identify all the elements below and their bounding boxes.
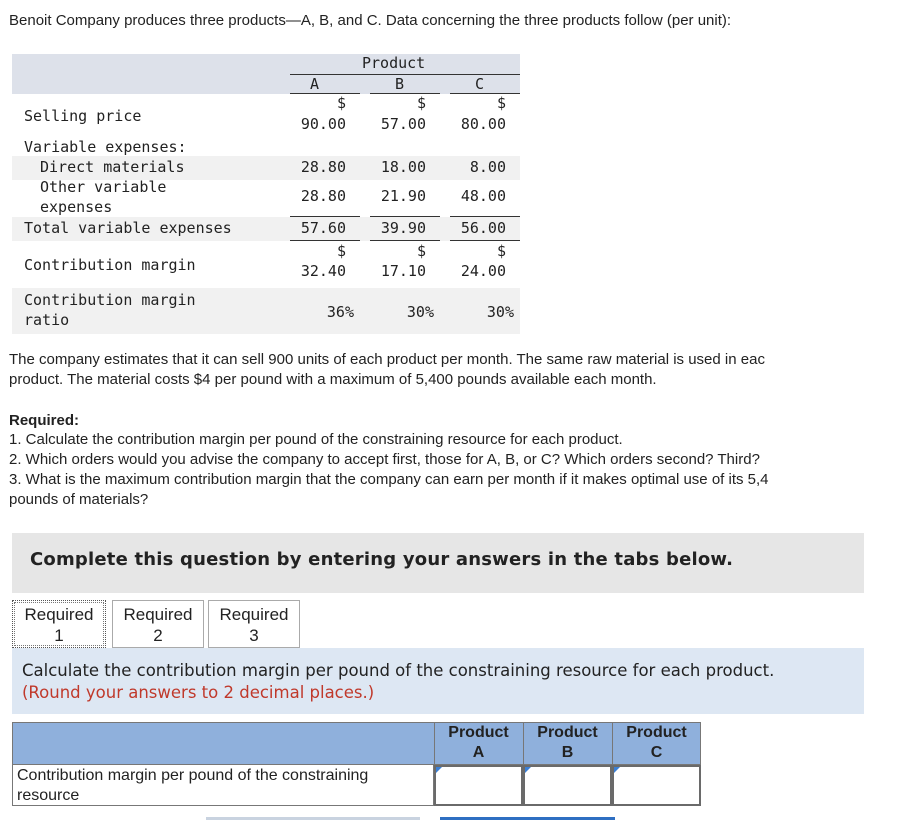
answer-header-c [612, 723, 701, 765]
tab-required-3[interactable] [208, 600, 300, 648]
required-heading: Required: [9, 412, 80, 429]
selling-price-label: Selling price [24, 107, 142, 125]
required-q3-line1: 3. What is the maximum contribution margin that the company can earn per month if it makes optimal use of its 5,4 [9, 471, 769, 488]
tab-number: 3 [249, 626, 259, 645]
tab-label: Required [123, 605, 193, 624]
input-marker-icon [436, 767, 442, 773]
total-variable-b: 39.90 [380, 219, 426, 237]
direct-materials-c: 8.00 [469, 158, 506, 176]
variable-expenses-label: Variable expenses: [24, 138, 187, 156]
header-rule [290, 74, 520, 75]
currency-symbol: $ [416, 94, 426, 112]
header-product-letter: C [650, 744, 663, 761]
contribution-a: 32.40 [300, 262, 346, 280]
direct-materials-row [12, 156, 520, 180]
col-header-a: A [310, 75, 320, 93]
cm-ratio-b: 30% [406, 303, 434, 321]
cm-ratio-c: 30% [486, 303, 514, 321]
direct-materials-b: 18.00 [380, 158, 426, 176]
header-product-letter: A [472, 744, 485, 761]
panel-instruction: Calculate the contribution margin per pound of the constraining resource for each product. [22, 661, 775, 680]
answer-input-c[interactable] [612, 765, 701, 806]
intro-text: Benoit Company produces three products—A, B, and C. Data concerning the three products follow (per unit): [9, 12, 732, 29]
other-variable-label-2: expenses [40, 198, 113, 216]
contribution-b: 17.10 [380, 262, 426, 280]
total-variable-row [12, 217, 520, 241]
tab-label: Required [24, 605, 94, 624]
cm-ratio-label-2: ratio [24, 311, 70, 329]
product-group-header: Product [362, 54, 426, 72]
tab-required-2[interactable] [112, 600, 204, 648]
estimate-text-2: product. The material costs $4 per pound with a maximum of 5,400 pounds available each month. [9, 371, 657, 388]
direct-materials-label: Direct materials [40, 158, 185, 176]
rounding-note: (Round your answers to 2 decimal places.) [22, 683, 375, 702]
total-variable-c: 56.00 [460, 219, 506, 237]
answer-input-a[interactable] [434, 765, 523, 806]
input-marker-icon [614, 767, 620, 773]
header-product-label: Product [626, 724, 687, 741]
col-header-c: C [475, 75, 485, 93]
currency-symbol: $ [496, 94, 506, 112]
col-header-b: B [395, 75, 405, 93]
cm-ratio-row [12, 288, 520, 334]
total-variable-a: 57.60 [300, 219, 346, 237]
row-label-line1: Contribution margin per pound of the constraining [17, 767, 369, 784]
input-marker-icon [525, 767, 531, 773]
header-product-label: Product [537, 724, 598, 741]
instructions-banner [12, 533, 864, 593]
tab-required-1[interactable] [12, 600, 106, 648]
cm-ratio-label-1: Contribution margin [24, 291, 196, 309]
tab-panel-instructions [12, 648, 864, 714]
other-variable-row [12, 178, 520, 218]
estimate-text-1: The company estimates that it can sell 900 units of each product per month. The same raw material is used in eac [9, 351, 765, 368]
tab-number: 1 [54, 626, 64, 645]
currency-symbol: $ [416, 242, 426, 260]
answer-input-b[interactable] [523, 765, 612, 806]
other-variable-label-1: Other variable [40, 178, 167, 196]
total-variable-label: Total variable expenses [24, 219, 232, 237]
answer-row-label [12, 765, 434, 806]
other-variable-b: 21.90 [380, 187, 426, 205]
tab-number: 2 [153, 626, 163, 645]
answer-table [12, 722, 701, 806]
cm-ratio-a: 36% [326, 303, 354, 321]
selling-price-a: 90.00 [300, 115, 346, 133]
answer-header-b [523, 723, 612, 765]
contribution-c: 24.00 [460, 262, 506, 280]
required-q3-line2: pounds of materials? [9, 491, 149, 508]
contribution-margin-row [12, 242, 520, 284]
answer-header-a [434, 723, 523, 765]
other-variable-a: 28.80 [300, 187, 346, 205]
contribution-margin-label: Contribution margin [24, 256, 196, 274]
required-q1: 1. Calculate the contribution margin per pound of the constraining resource for each product. [9, 431, 623, 448]
total-rule-a [290, 240, 360, 241]
currency-symbol: $ [496, 242, 506, 260]
total-rule-c [450, 240, 520, 241]
row-label-line2: resource [17, 787, 80, 804]
currency-symbol: $ [336, 242, 346, 260]
selling-price-b: 57.00 [380, 115, 426, 133]
tab-label: Required [219, 605, 289, 624]
other-variable-c: 48.00 [460, 187, 506, 205]
selling-price-c: 80.00 [460, 115, 506, 133]
header-product-letter: B [561, 744, 574, 761]
total-rule-b [370, 240, 440, 241]
header-product-label: Product [448, 724, 509, 741]
selling-price-row [12, 94, 520, 136]
currency-symbol: $ [336, 94, 346, 112]
required-q2: 2. Which orders would you advise the company to accept first, those for A, B, or C? Which orders second? Third? [9, 451, 760, 468]
banner-text: Complete this question by entering your answers in the tabs below. [30, 549, 734, 570]
direct-materials-a: 28.80 [300, 158, 346, 176]
